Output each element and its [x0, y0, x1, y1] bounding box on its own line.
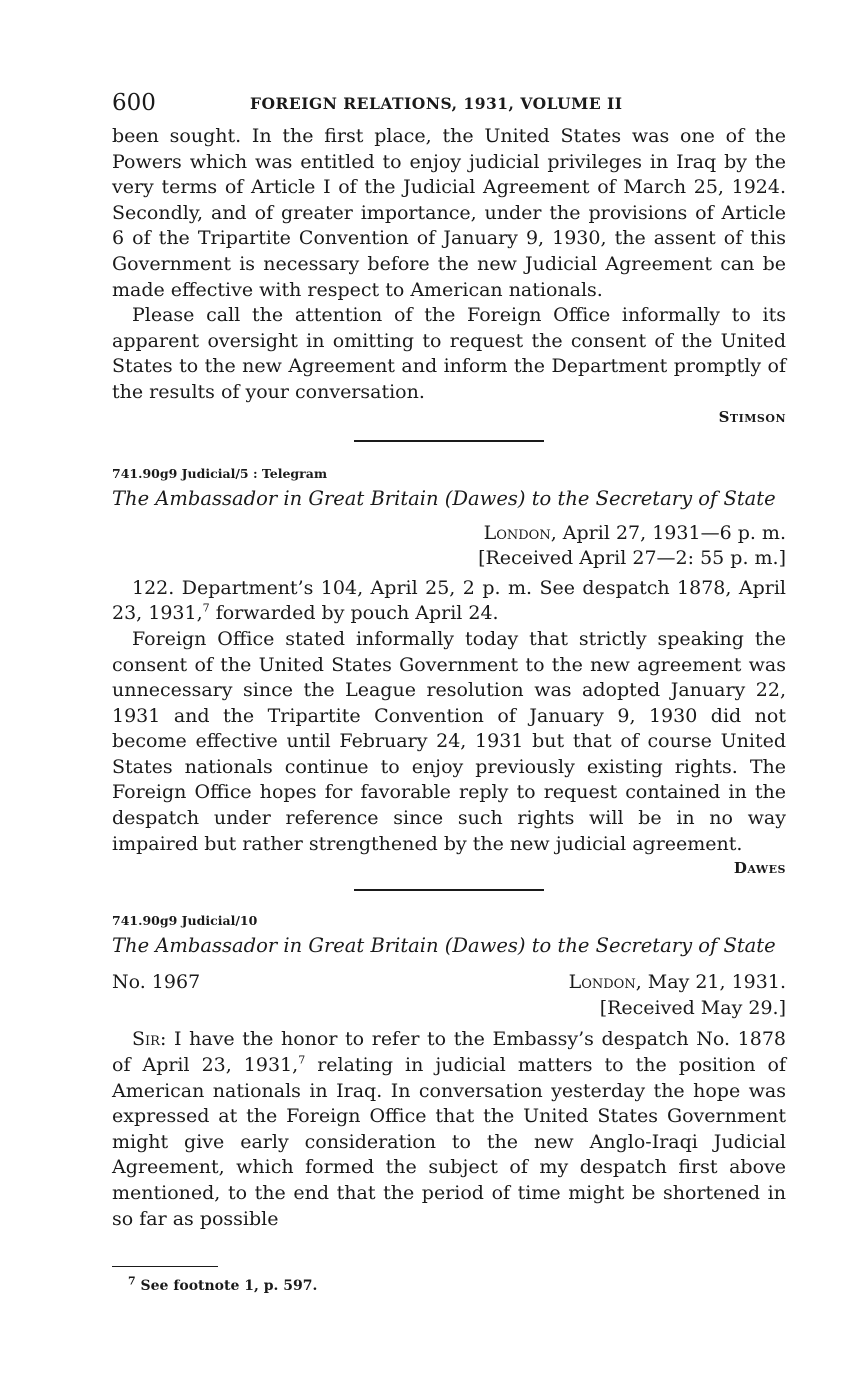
received-line: [Received April 27—2: 55 p. m.]	[478, 547, 786, 570]
dateline-date: , April 27, 1931—6 p. m.	[550, 521, 786, 544]
dateline	[569, 970, 786, 996]
file-reference: 741.90g9 Judicial/5 : Telegram	[112, 465, 328, 481]
text-run: : I have the honor to refer to the Embassy’s despatch No. 1878 of April 23, 1931,	[112, 1028, 786, 1077]
footnote-ref: 7	[298, 1053, 306, 1067]
section-divider	[354, 440, 544, 442]
footnote-divider	[112, 1266, 218, 1267]
telegram-paragraph-2: Foreign Office stated informally today that strictly speaking the consent of the United States Government to the new agreement was unnecessary since the League resolution was adopted January 22, 1931 and the Tripartite Convention of January 9, 1930 did not become effective until February 24, 1931 but that of course United States nationals continue to enjoy previously existing rights. The Foreign Office hopes for favorable reply to request contained in the despatch under reference since such rights will be in no way impaired but rather strengthened by the new judicial agreement.	[112, 627, 786, 855]
despatch-number-line	[112, 970, 786, 996]
running-title: FOREIGN RELATIONS, 1931, VOLUME II	[250, 94, 623, 113]
dateline-place: London	[483, 521, 551, 544]
document-title: The Ambassador in Great Britain (Dawes) to the Secretary of State	[112, 934, 776, 958]
page-header	[112, 90, 786, 124]
despatch-number: No. 1967	[112, 971, 201, 994]
footnote-text: See footnote 1, p. 597.	[135, 1278, 318, 1294]
footnote-ref: 7	[202, 601, 210, 615]
document-title: The Ambassador in Great Britain (Dawes) to the Secretary of State	[112, 486, 776, 510]
text-run: 122. Department’s 104, April 25, 2 p. m. See despatch 1878, April 23, 1931,	[112, 576, 786, 625]
dateline-date: , May 21, 1931.	[635, 971, 786, 994]
continuation-paragraph-1: been sought. In the first place, the United States was one of the Powers which was entitled to enjoy judicial privileges in Iraq by the very terms of Article I of the Judicial Agreement of March 25, 1924. Secondly, and of greater importance, under the provisions of Article 6 of the Tripartite Convention of January 9, 1930, the assent of this Government is necessary before the new Judicial Agreement can be made effective with respect to American nationals.	[112, 125, 786, 301]
telegram-paragraph-1	[112, 576, 786, 627]
footnote-marker: 7	[128, 1274, 136, 1288]
signature-stimson: Stimson	[718, 407, 786, 426]
page	[112, 90, 786, 1232]
despatch-paragraph-1	[112, 1027, 786, 1232]
footnote	[128, 1274, 318, 1294]
text-run: relating in judicial matters to the position of American nationals in Iraq. In conversation yesterday the hope was expressed at the Foreign Office that the United States Government might give early consideration to the new Anglo-Iraqi Judicial Agreement, which formed the subject of my despatch first above mentioned, to the end that the period of time might be shortened in so far as possible	[112, 1054, 786, 1230]
section-divider	[354, 889, 544, 891]
dateline	[112, 521, 786, 547]
file-reference: 741.90g9 Judicial/10	[112, 913, 258, 929]
received-line: [Received May 29.]	[599, 996, 786, 1019]
dateline-place: London	[568, 971, 636, 994]
page-number: 600	[112, 90, 156, 116]
salutation: Sir	[132, 1028, 160, 1051]
signature-dawes: Dawes	[733, 859, 786, 878]
continuation-paragraph-2: Please call the attention of the Foreign Office informally to its apparent oversight in omitting to request the consent of the United States to the new Agreement and inform the Department promptly of the results of your conversation.	[112, 304, 786, 403]
text-run: forwarded by pouch April 24.	[209, 602, 499, 625]
